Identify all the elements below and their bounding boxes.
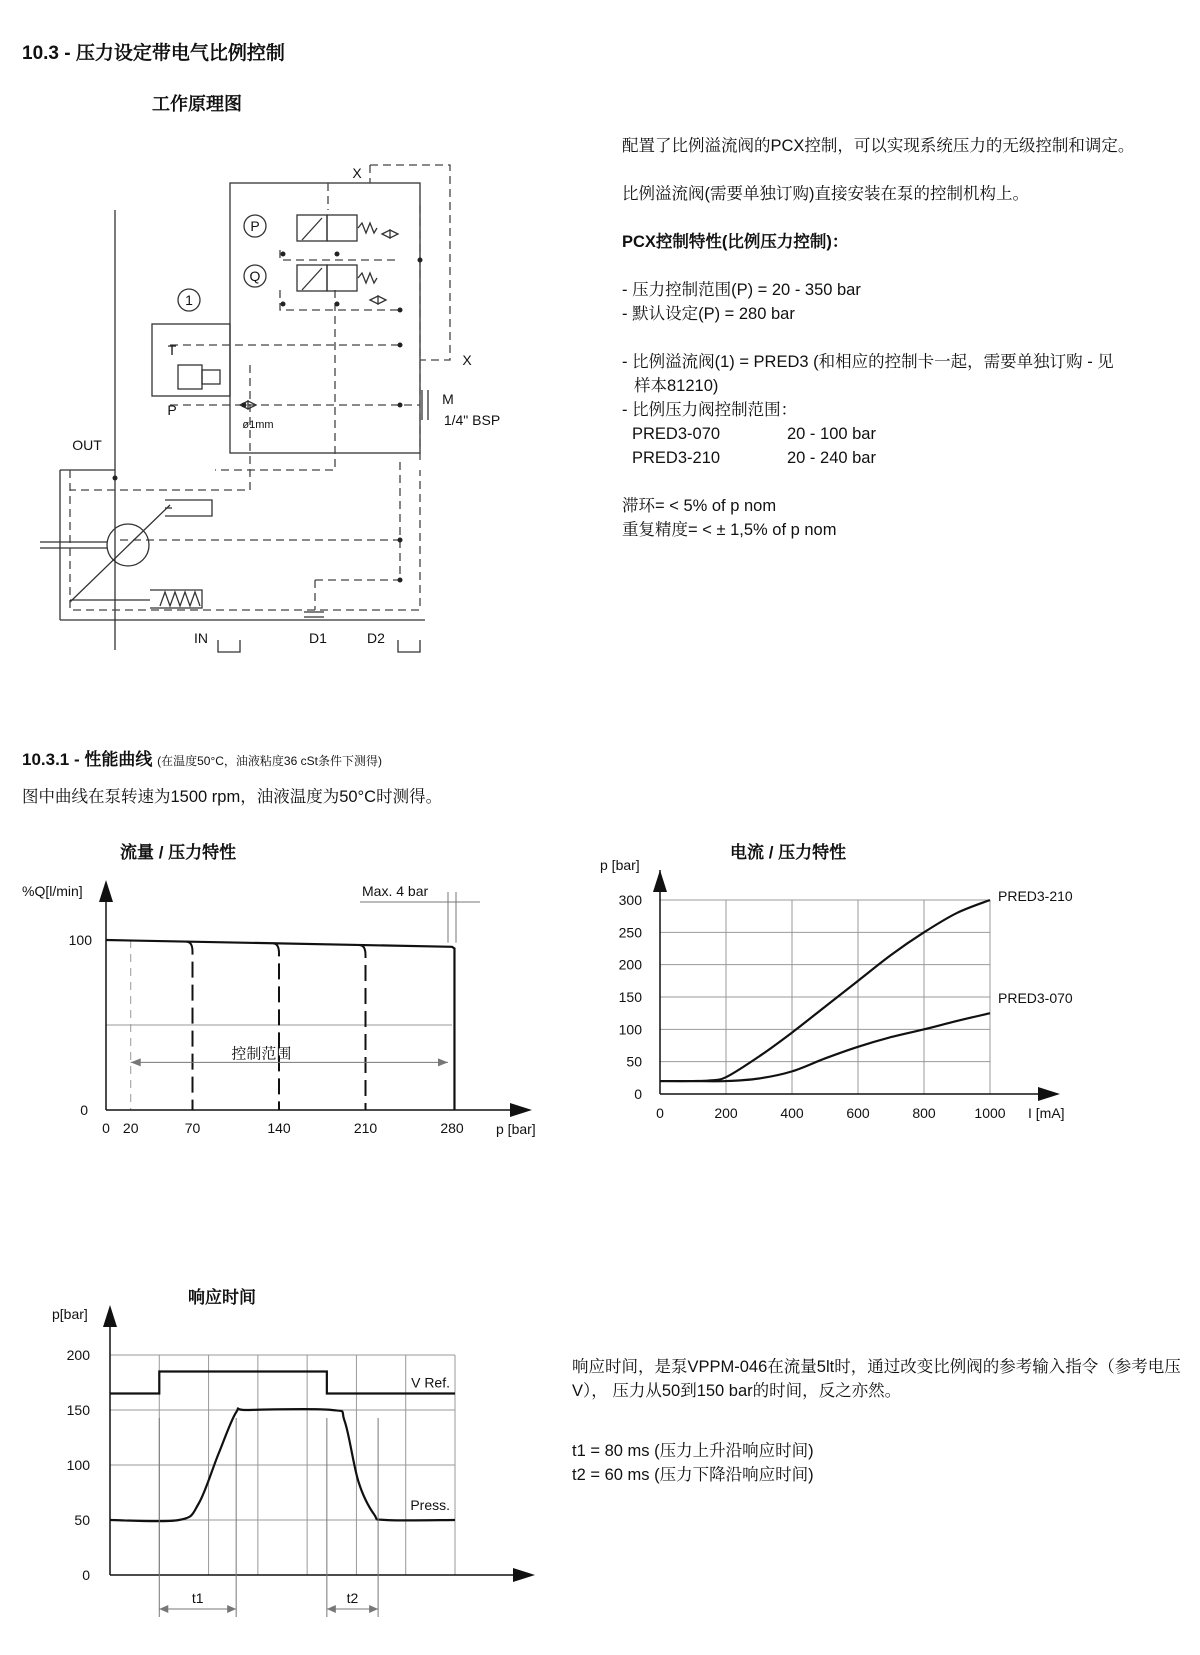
spring-icon [160, 592, 200, 606]
series-label: V Ref. [411, 1374, 450, 1391]
performance-title-note: (在温度50°C，油液粘度36 cSt条件下测得) [157, 754, 382, 768]
x-tick-label: 280 [440, 1120, 464, 1136]
y-tick-label: 50 [626, 1053, 642, 1070]
pump-arrow [70, 505, 170, 602]
x-axis-arrow [510, 1103, 532, 1117]
x-tick-label: 70 [184, 1120, 201, 1136]
time-span-arrow [159, 1605, 168, 1613]
x-tick-label: 1000 [974, 1105, 1006, 1121]
x-tick-label: 200 [714, 1105, 738, 1121]
vref-line [110, 1372, 455, 1394]
time-span-arrow [327, 1605, 336, 1613]
response-block [572, 1355, 1182, 1487]
valve-p-right [327, 215, 357, 241]
performance-intro: 图中曲线在泵转速为1500 rpm，油液温度为50°C时测得。 [22, 788, 443, 806]
junction-dots [113, 252, 423, 583]
diagram-title: 工作原理图 [152, 94, 242, 114]
control-range-arrow [131, 1058, 141, 1066]
orifice-icon [370, 296, 386, 304]
time-span-label: t1 [191, 1590, 204, 1606]
y-tick-label: 0 [634, 1086, 642, 1102]
valve-q-right [327, 265, 357, 291]
series-label: PRED3-070 [998, 990, 1073, 1007]
valve-number-label: 1 [185, 292, 193, 308]
solenoid-icon [202, 370, 220, 384]
x-tick-label: 600 [846, 1105, 870, 1121]
valve-model-row [622, 446, 1177, 470]
x-tick-label: 0 [102, 1120, 110, 1136]
time-span-arrow [369, 1605, 378, 1613]
valve-model: PRED3-070 [632, 425, 721, 443]
hydraulic-schematic [0, 150, 520, 660]
orifice-icon [382, 230, 398, 238]
y-tick-label: 300 [618, 892, 642, 908]
x-tick-label: 0 [656, 1105, 664, 1121]
x-tick-label: 210 [353, 1120, 378, 1136]
valve-p-left [297, 215, 327, 241]
max-bar-label: Max. 4 bar [362, 883, 429, 899]
chart1-title: 流量 / 压力特性 [120, 843, 237, 862]
y-tick-label: 200 [66, 1347, 90, 1363]
time-span-label: t2 [346, 1590, 359, 1606]
y-tick-label: 150 [66, 1402, 90, 1418]
series-label: Press. [410, 1497, 450, 1513]
y-axis-arrow [99, 880, 113, 902]
spring-icon [358, 223, 377, 233]
spec-title: PCX控制特性(比例压力控制)： [622, 233, 849, 251]
d1-label: D1 [309, 630, 327, 646]
orifice-label: ø1mm [242, 419, 274, 431]
prop-valve-box [152, 324, 230, 396]
y-axis-arrow [653, 870, 667, 892]
t-port-label: T [167, 342, 177, 358]
valve-model: PRED3-210 [632, 449, 721, 467]
tank-icon [398, 640, 420, 652]
y-axis-label: p[bar] [52, 1306, 88, 1322]
spring-icon [358, 273, 377, 283]
repeatability: 重复精度= < ± 1,5% of p nom [622, 521, 837, 539]
series-label: PRED3-210 [998, 888, 1073, 904]
chart3-title: 响应时间 [188, 1288, 256, 1307]
d2-label: D2 [367, 630, 385, 646]
series-line-pred3-070 [660, 1013, 990, 1081]
cutoff-line [360, 945, 366, 1110]
x-tick-label: 20 [122, 1120, 139, 1136]
series-line-pred3-210 [660, 900, 990, 1081]
bsp-label: 1/4" BSP [443, 412, 501, 428]
y-tick-label: 150 [618, 989, 642, 1005]
y-axis-arrow [103, 1305, 117, 1327]
chart-response-time [0, 1305, 560, 1635]
spec-range: - 压力控制范围(P) = 20 - 350 bar [622, 281, 861, 299]
y-tick-label: 0 [80, 1102, 88, 1118]
in-label: IN [194, 630, 208, 646]
response-t2: t2 = 60 ms (压力下降沿响应时间) [572, 1466, 814, 1484]
response-t1: t1 = 80 ms (压力上升沿响应时间) [572, 1442, 814, 1460]
x-tick-label: 800 [912, 1105, 936, 1121]
x-axis-arrow [1038, 1087, 1060, 1101]
x-axis-label: p [bar] [496, 1121, 536, 1137]
valve-q-left [297, 265, 327, 291]
m-port-label: M [442, 391, 454, 407]
y-tick-label: 100 [66, 1457, 90, 1473]
control-range-arrow [438, 1058, 448, 1066]
cutoff-line [187, 942, 193, 1110]
valve-range: 20 - 240 bar [787, 449, 876, 467]
x-right-label: X [462, 352, 472, 368]
y-axis-label: p [bar] [600, 857, 640, 873]
valve-line1: - 比例溢流阀(1) = PRED3 (和相应的控制卡一起，需要单独订购 - 见 [622, 353, 1114, 371]
out-label: OUT [72, 437, 102, 453]
x-tick-label: 140 [267, 1120, 291, 1136]
q-circle-label: Q [249, 268, 261, 284]
time-span-arrow [227, 1605, 236, 1613]
response-para: 响应时间，是泵VPPM-046在流量5lt时，通过改变比例阀的参考输入指令（参考电压V）， 压力从50到150 bar的时间，反之亦然。 [572, 1358, 1181, 1400]
x-top-label: X [352, 165, 362, 181]
performance-title: 10.3.1 - 性能曲线 [22, 750, 153, 769]
y-tick-label: 200 [618, 956, 642, 973]
y-tick-label: 100 [68, 932, 92, 948]
performance-title-row [22, 745, 382, 770]
y-tick-label: 0 [82, 1567, 90, 1583]
x-tick-label: 400 [780, 1105, 804, 1121]
chart-current-pressure [600, 857, 1140, 1190]
valve-line2: 样本81210) [634, 377, 719, 395]
cutoff-line [273, 943, 279, 1110]
control-range-label: 控制范围 [231, 1045, 292, 1063]
y-axis-label: %Q[l/min] [22, 883, 83, 899]
tank-icon [218, 640, 240, 652]
p-port-label: P [167, 402, 177, 418]
spec-default: - 默认设定(P) = 280 bar [622, 305, 795, 323]
x-axis-arrow [513, 1568, 535, 1582]
y-tick-label: 250 [618, 924, 642, 941]
valve-model-row [622, 422, 1177, 446]
valve-range-title: - 比例压力阀控制范围： [622, 401, 798, 419]
description-block [622, 134, 1177, 542]
y-tick-label: 50 [74, 1512, 90, 1528]
description-para2: 比例溢流阀(需要单独订购)直接安装在泵的控制机构上。 [622, 185, 1029, 203]
relief-valve-body [178, 365, 202, 389]
section-title: 10.3 - 压力设定带电气比例控制 [22, 43, 285, 64]
x-axis-label: I [mA] [1028, 1105, 1065, 1121]
chart2-title: 电流 / 压力特性 [730, 843, 847, 862]
p-circle-label: P [250, 218, 260, 234]
chart-flow-pressure [0, 870, 560, 1190]
y-tick-label: 100 [618, 1021, 642, 1038]
control-cylinder-icon [165, 500, 212, 516]
valve-range: 20 - 100 bar [787, 425, 876, 443]
hysteresis: 滞环= < 5% of p nom [622, 497, 777, 515]
description-para1: 配置了比例溢流阀的PCX控制，可以实现系统压力的无级控制和调定。 [622, 137, 1135, 155]
